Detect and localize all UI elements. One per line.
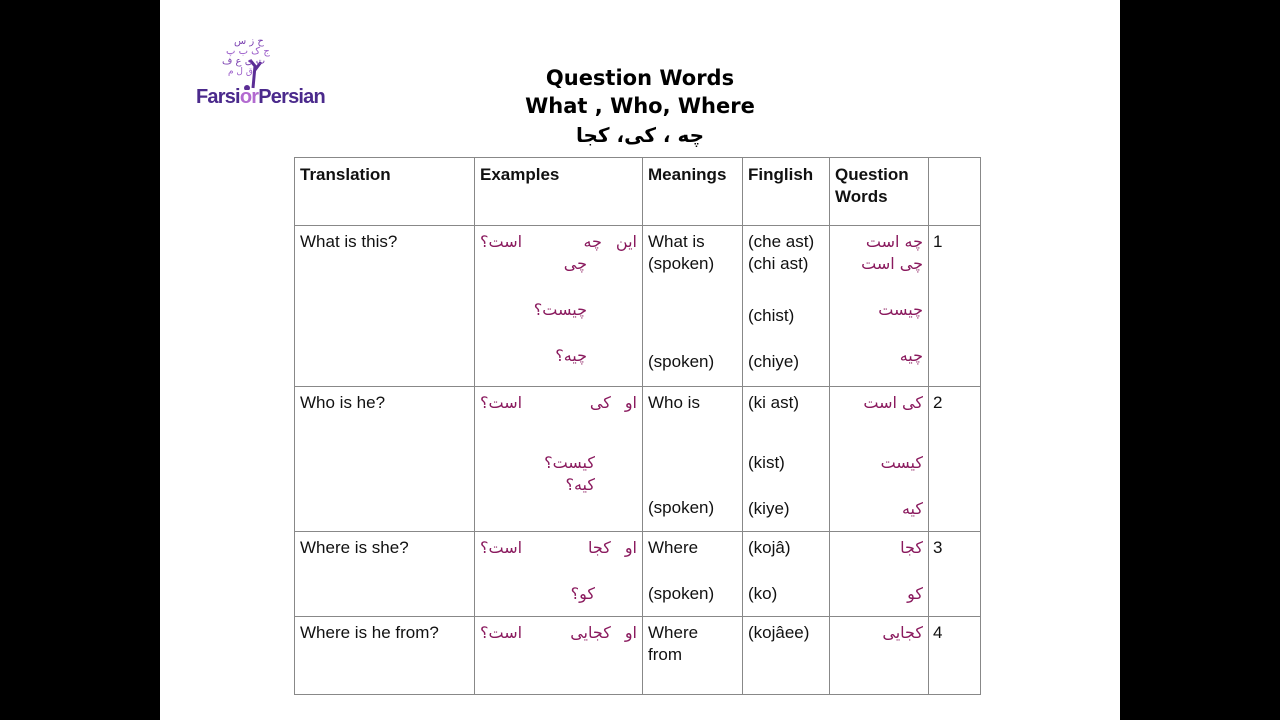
title-line-1: Question Words [545, 66, 735, 90]
header-finglish: Finglish [743, 158, 830, 226]
table-header-row [295, 158, 981, 226]
table-row [295, 617, 981, 695]
page-title [500, 64, 780, 150]
meanings-cell: What is (spoken) (spoken) [643, 226, 743, 387]
header-num [929, 158, 981, 226]
header-meanings: Meanings [643, 158, 743, 226]
row-number: 2 [929, 387, 981, 532]
table-row [295, 532, 981, 617]
title-line-2: What , Who, Where [525, 94, 755, 118]
finglish-cell: (che ast) (chi ast) (chist) (chiye) [743, 226, 830, 387]
question-words-cell: کی است کیست کیه [830, 387, 929, 532]
examples-cell: این چه است؟ چی چیست؟ چیه؟ [475, 226, 643, 387]
examples-cell: او کجایی است؟ [475, 617, 643, 695]
header-examples: Examples [475, 158, 643, 226]
question-words-cell: کجا کو [830, 532, 929, 617]
svg-text:ج ک ب پ: ج ک ب پ [226, 46, 270, 57]
row-number: 4 [929, 617, 981, 695]
logo-wordmark: FarsiorPersian [196, 86, 325, 108]
examples-cell: او کی است؟ کیست؟ کیه؟ [475, 387, 643, 532]
translation-cell: Where is she? [295, 532, 475, 617]
question-words-cell: کجایی [830, 617, 929, 695]
finglish-cell: (kojâ) (ko) [743, 532, 830, 617]
row-number: 1 [929, 226, 981, 387]
table-row [295, 387, 981, 532]
header-translation: Translation [295, 158, 475, 226]
finglish-cell: (ki ast) (kist) (kiye) [743, 387, 830, 532]
header-question-words: Question Words [830, 158, 929, 226]
question-words-table [294, 157, 981, 695]
translation-cell: What is this? [295, 226, 475, 387]
farsi-or-persian-logo [196, 30, 336, 114]
document-page [160, 0, 1120, 720]
meanings-cell: Where (spoken) [643, 532, 743, 617]
row-number: 3 [929, 532, 981, 617]
table-row [295, 226, 981, 387]
letter-tree-icon [220, 30, 290, 90]
question-words-cell: چه است چی است چیست چیه [830, 226, 929, 387]
svg-text:ت ی ع ف: ت ی ع ف [222, 56, 266, 67]
translation-cell: Who is he? [295, 387, 475, 532]
svg-text:ق ل م: ق ل م [228, 67, 253, 77]
translation-cell: Where is he from? [295, 617, 475, 695]
svg-text:ح ز س: ح ز س [234, 36, 264, 47]
title-line-3: چه ، کی، کجا [575, 123, 705, 147]
examples-cell: او کجا است؟ کو؟ [475, 532, 643, 617]
meanings-cell: Where from [643, 617, 743, 695]
finglish-cell: (kojâee) [743, 617, 830, 695]
meanings-cell: Who is (spoken) [643, 387, 743, 532]
